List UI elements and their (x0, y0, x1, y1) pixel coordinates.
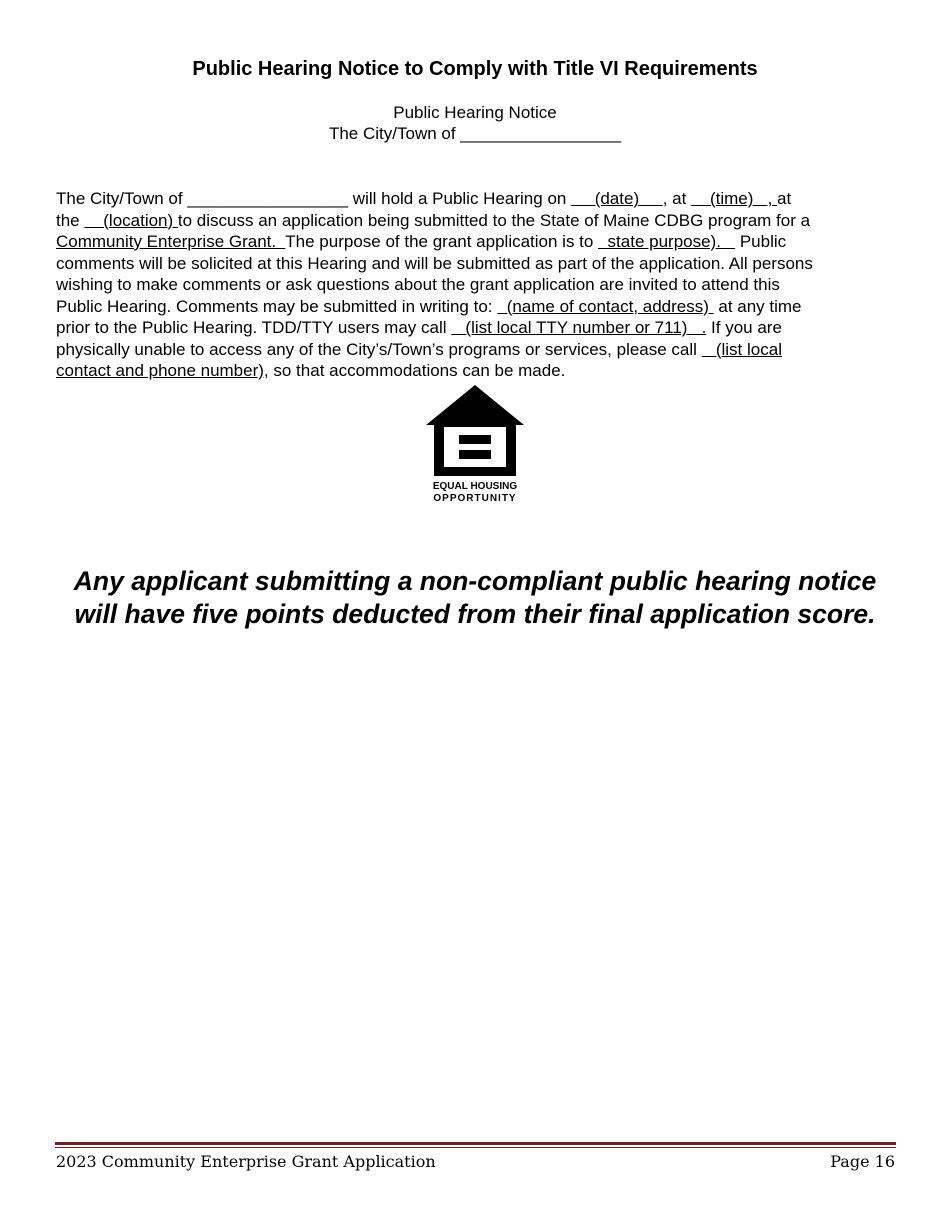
paragraph-line-9 (56, 360, 906, 382)
text-span: prior to the Public Hearing. TDD/TTY users may call (56, 318, 452, 337)
text-span: will hold a Public Hearing on (348, 189, 572, 208)
notice-heading: Public Hearing Notice (393, 103, 557, 122)
date-placeholder: (date) (571, 189, 663, 208)
footer-rule (55, 1142, 896, 1145)
logo-text-line-2: OPPORTUNITY (433, 493, 517, 504)
non-compliance-warning: Any applicant submitting a non-compliant public hearing notice will have five points deducted from their final application score. (73, 566, 877, 629)
local-contact-placeholder: (list local (701, 339, 782, 359)
location-placeholder: (location) (84, 210, 178, 230)
paragraph-line-8 (56, 339, 906, 361)
text-span: so that accommodations can be made. (268, 361, 566, 380)
text-span: Public (735, 232, 787, 251)
text-span: Public Hearing. Comments may be submitted in writing to: (56, 296, 498, 316)
text-span: the (56, 210, 85, 230)
footer-document-title: 2023 Community Enterprise Grant Application (56, 1152, 436, 1171)
footer-rule-thin (55, 1147, 896, 1148)
text-span: physically unable to access any of the City’s/Town’s programs or services, please call (56, 339, 702, 359)
notice-city-line: The City/Town of _________________ (328, 124, 622, 143)
text-span: at any time (713, 296, 802, 316)
paragraph-line-5: wishing to make comments or ask questions about the grant application are invited to attend this (56, 275, 780, 294)
paragraph-line-4: comments will be solicited at this Hearing and will be submitted as part of the application. All persons (56, 253, 813, 273)
text-span: to discuss an application being submitted to the State of Maine CDBG program for a (177, 210, 811, 230)
notice-heading-block (0, 102, 950, 144)
city-blank: _________________ (187, 189, 349, 208)
page-title: Public Hearing Notice to Comply with Title VI Requirements (192, 58, 758, 80)
contact-address-placeholder: (name of contact, address) (497, 296, 714, 316)
logo-text-line-1: EQUAL HOUSING (432, 481, 518, 492)
footer-page-number: Page 16 (830, 1152, 895, 1171)
text-span: If you are (706, 318, 782, 337)
text-span: , at (662, 189, 692, 208)
contact-phone-placeholder: contact and phone number), (56, 361, 269, 380)
purpose-placeholder: state purpose). (598, 232, 736, 251)
text-span: at (777, 189, 792, 208)
time-placeholder: (time) , (691, 189, 778, 208)
equal-housing-house-icon (423, 383, 527, 509)
text-span: The purpose of the grant application is to (285, 232, 599, 251)
paragraph-line-7 (56, 317, 906, 339)
paragraph-line-6 (56, 296, 906, 318)
paragraph-line-3 (56, 231, 906, 253)
text-span: The City/Town of (56, 189, 188, 208)
paragraph-line-2 (56, 210, 906, 232)
tty-placeholder: (list local TTY number or 711) . (451, 318, 707, 337)
equal-housing-opportunity-logo (423, 383, 527, 509)
notice-body-paragraph (56, 188, 906, 382)
program-name: Community Enterprise Grant. (56, 232, 286, 251)
paragraph-line-1 (56, 188, 906, 210)
